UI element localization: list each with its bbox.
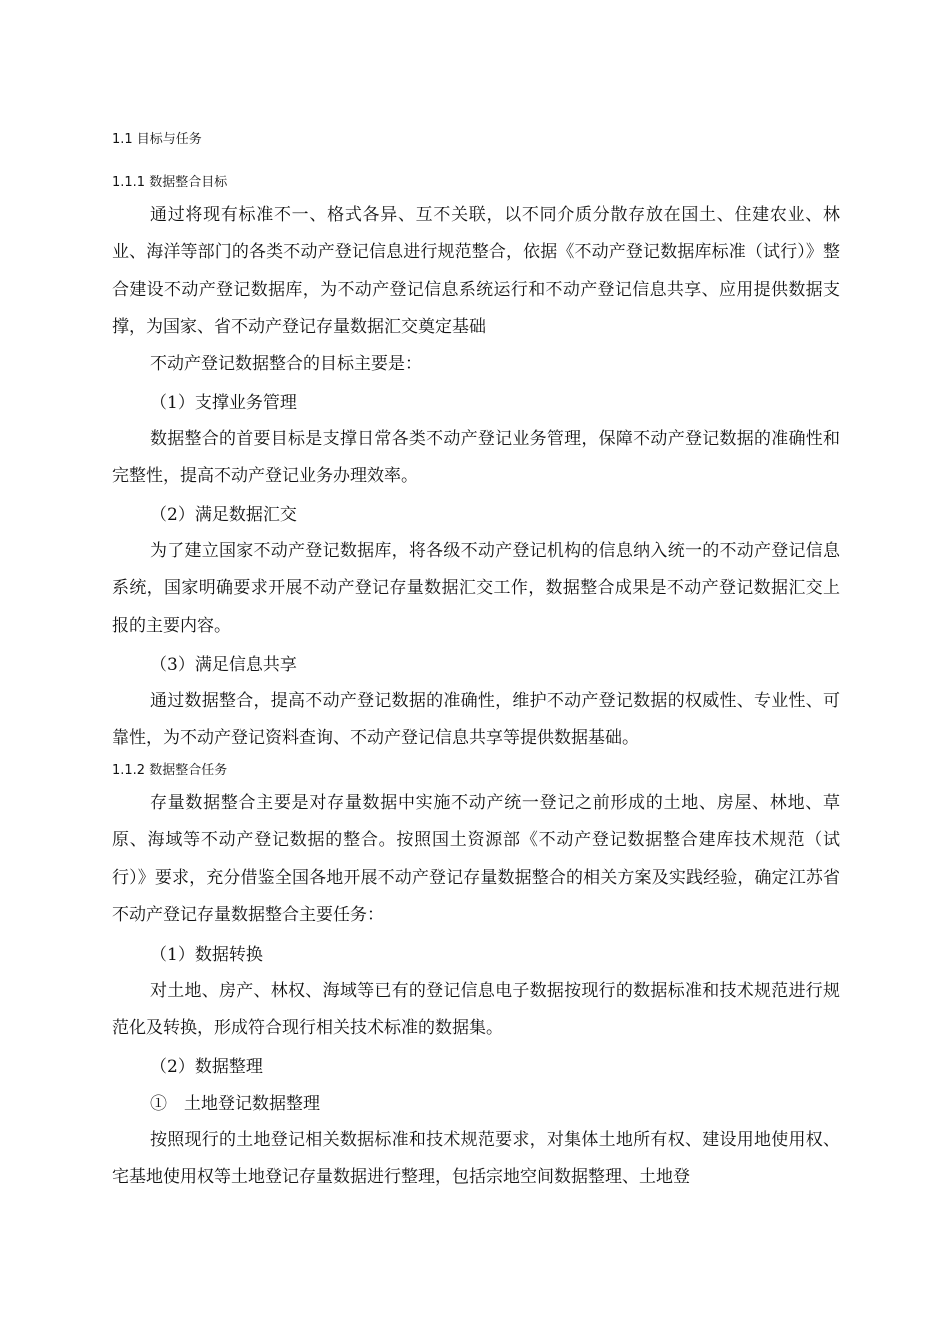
goal-item-1-text: 数据整合的首要目标是支撑日常各类不动产登记业务管理，保障不动产登记数据的准确性和完整性，提高不动产登记业务办理效率。 xyxy=(112,429,840,487)
goal-item-2-text: 为了建立国家不动产登记数据库，将各级不动产登记机构的信息纳入统一的不动产登记信息系统，国家明确要求开展不动产登记存量数据汇交工作，数据整合成果是不动产登记数据汇交上报的主要内容。 xyxy=(112,541,840,636)
paragraph-goals-lead: 不动产登记数据整合的目标主要是： xyxy=(150,354,422,374)
paragraph-intro-task: 存量数据整合主要是对存量数据中实施不动产统一登记之前形成的土地、房屋、林地、草原、海域等不动产登记数据的整合。按照国土资源部《不动产登记数据整合建库技术规范（试行）》要求，充分借鉴全国各地开展不动产登记存量数据整合的相关方案及实践经验，确定江苏省不动产登记存量数据整合主要任务： xyxy=(112,793,840,925)
section-title: 1.1 目标与任务 xyxy=(112,132,202,147)
task-item-2-sub-text: 按照现行的土地登记相关数据标准和技术规范要求，对集体土地所有权、建设用地使用权、宅基地使用权等土地登记存量数据进行整理，包括宗地空间数据整理、土地登 xyxy=(112,1130,840,1188)
goal-item-3-title: （3）满足信息共享 xyxy=(150,655,297,675)
paragraph-intro-goal: 通过将现有标准不一、格式各异、互不关联，以不同介质分散存放在国土、住建农业、林业、海洋等部门的各类不动产登记信息进行规范整合，依据《不动产登记数据库标准（试行）》整合建设不动产登记数据库，为不动产登记信息系统运行和不动产登记信息共享、应用提供数据支撑，为国家、省不动产登记存量数据汇交奠定基础 xyxy=(112,205,840,337)
goal-item-1-title: （1）支撑业务管理 xyxy=(150,393,297,413)
task-item-2-title: （2）数据整理 xyxy=(150,1057,263,1077)
task-item-1-text: 对土地、房产、林权、海域等已有的登记信息电子数据按现行的数据标准和技术规范进行规范化及转换，形成符合现行相关技术标准的数据集。 xyxy=(112,981,840,1039)
goal-item-3-text: 通过数据整合，提高不动产登记数据的准确性，维护不动产登记数据的权威性、专业性、可靠性，为不动产登记资料查询、不动产登记信息共享等提供数据基础。 xyxy=(112,691,840,749)
task-item-1-title: （1）数据转换 xyxy=(150,945,263,965)
goal-item-2-title: （2）满足数据汇交 xyxy=(150,505,297,525)
subsection-title-1-1-2: 1.1.2 数据整合任务 xyxy=(112,763,228,778)
subsection-title-1-1-1: 1.1.1 数据整合目标 xyxy=(112,175,228,190)
task-item-2-sub-title: ① 土地登记数据整理 xyxy=(150,1094,320,1114)
